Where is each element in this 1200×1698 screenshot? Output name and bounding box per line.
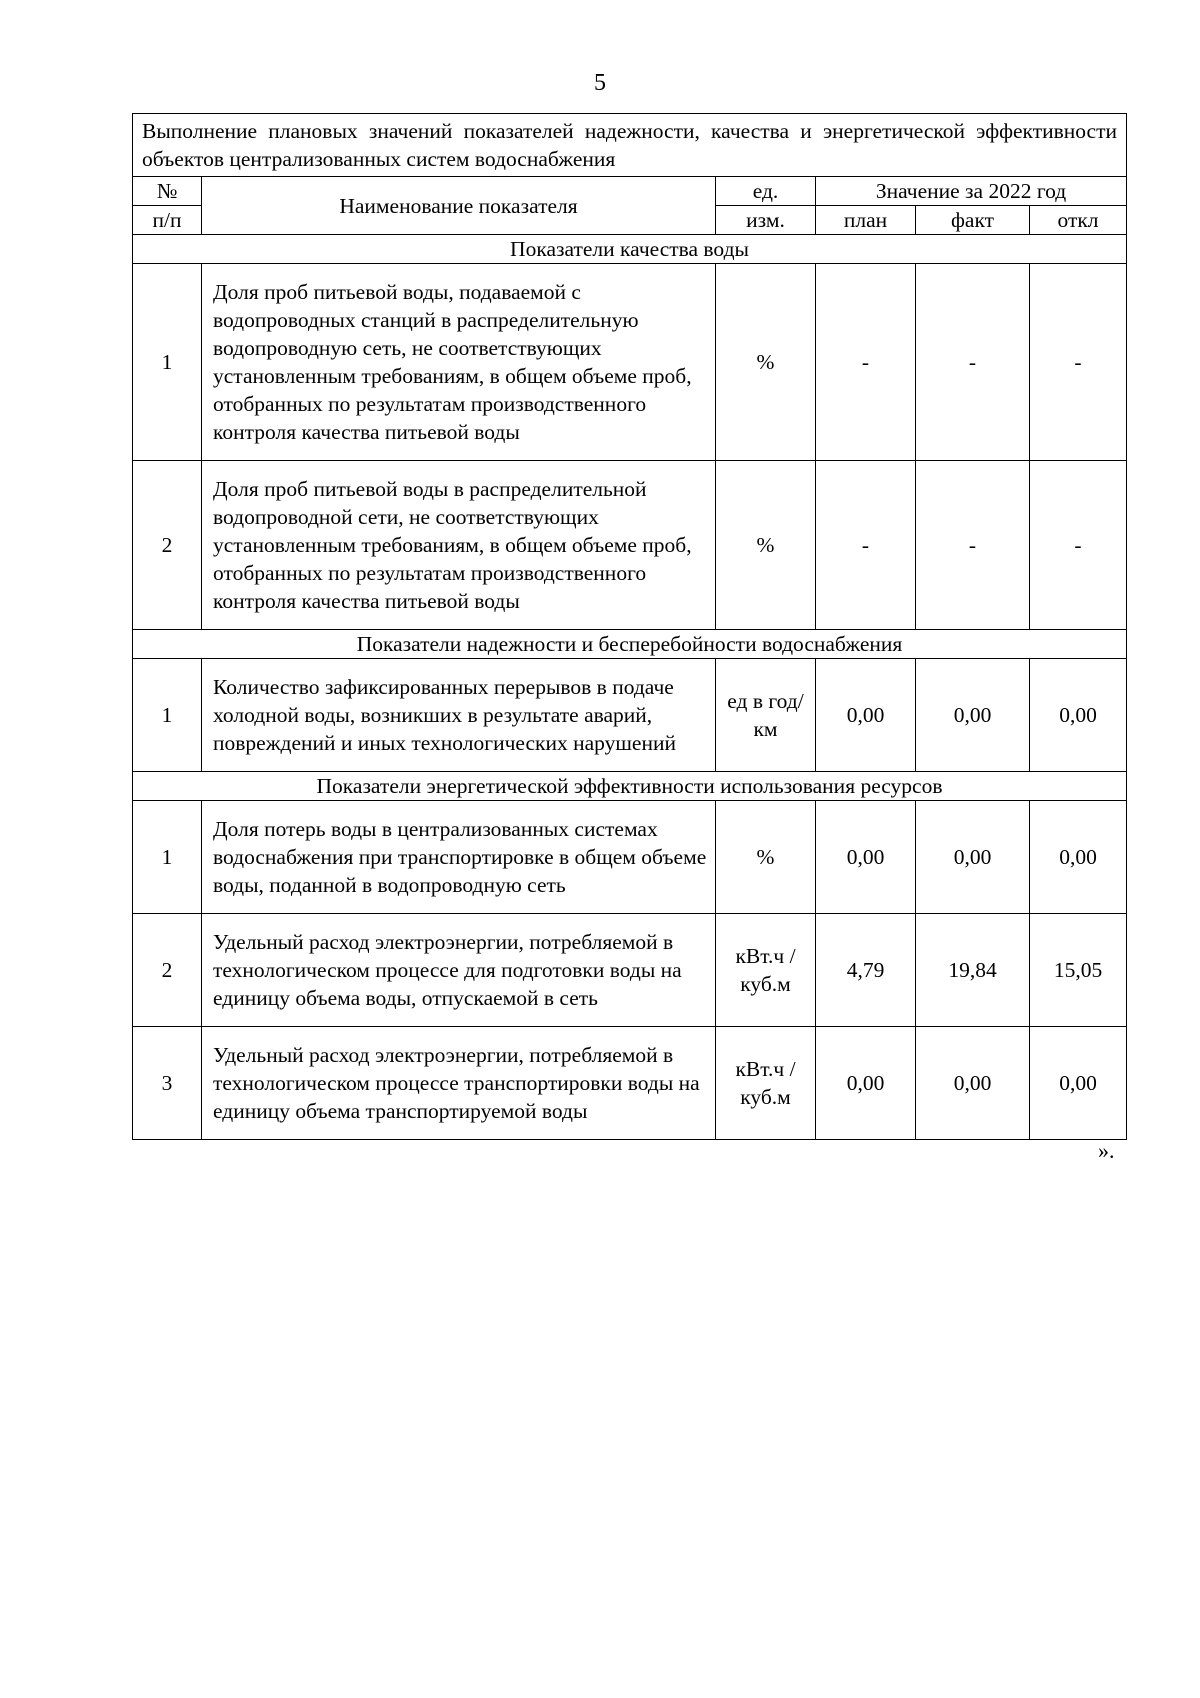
header-unit-bottom: изм. (716, 206, 816, 235)
row-number: 1 (133, 801, 202, 914)
row-plan: 0,00 (816, 1027, 916, 1140)
section-title: Показатели энергетической эффективности использования ресурсов (133, 772, 1127, 801)
row-unit: кВт.ч / куб.м (716, 914, 816, 1027)
row-unit: % (716, 461, 816, 630)
header-unit-top: ед. (716, 177, 816, 206)
row-number: 1 (133, 659, 202, 772)
row-name: Доля потерь воды в централизованных системах водоснабжения при транспортировке в общем объеме воды, поданной в водопроводную сеть (202, 801, 716, 914)
header-fact: факт (916, 206, 1030, 235)
section-row (133, 772, 1127, 801)
header-name: Наименование показателя (202, 177, 716, 235)
row-fact: 0,00 (916, 801, 1030, 914)
header-num-bottom: п/п (133, 206, 202, 235)
row-name: Доля проб питьевой воды, подаваемой с водопроводных станций в распределительную водопроводную сеть, не соответствующих установленным требованиям, в общем объеме проб, отобранных по результатам производственного контроля качества питьевой воды (202, 264, 716, 461)
table-row (133, 801, 1127, 914)
row-number: 2 (133, 461, 202, 630)
table-title-row (133, 114, 1127, 177)
section-title: Показатели качества воды (133, 235, 1127, 264)
row-fact: 0,00 (916, 659, 1030, 772)
row-unit: % (716, 264, 816, 461)
header-dev: откл (1030, 206, 1127, 235)
row-plan: - (816, 264, 916, 461)
header-plan: план (816, 206, 916, 235)
table-row (133, 659, 1127, 772)
row-fact: 0,00 (916, 1027, 1030, 1140)
row-unit: ед в год/ км (716, 659, 816, 772)
row-plan: 0,00 (816, 801, 916, 914)
closing-quote-mark: ». (1098, 1138, 1115, 1163)
row-dev: 0,00 (1030, 801, 1127, 914)
row-plan: 4,79 (816, 914, 916, 1027)
table-row (133, 461, 1127, 630)
indicators-table (132, 113, 1127, 1140)
row-name: Удельный расход электроэнергии, потребляемой в технологическом процессе транспортировки воды на единицу объема транспортируемой воды (202, 1027, 716, 1140)
table-title: Выполнение плановых значений показателей надежности, качества и энергетической эффективности объектов централизованных систем водоснабжения (133, 114, 1127, 177)
row-dev: 15,05 (1030, 914, 1127, 1027)
section-row (133, 630, 1127, 659)
row-number: 3 (133, 1027, 202, 1140)
row-dev: 0,00 (1030, 1027, 1127, 1140)
table-row (133, 914, 1127, 1027)
row-dev: - (1030, 264, 1127, 461)
row-fact: 19,84 (916, 914, 1030, 1027)
row-fact: - (916, 264, 1030, 461)
row-name: Доля проб питьевой воды в распределительной водопроводной сети, не соответствующих установленным требованиям, в общем объеме проб, отобранных по результатам производственного контроля качества питьевой воды (202, 461, 716, 630)
row-number: 2 (133, 914, 202, 1027)
header-value-group: Значение за 2022 год (816, 177, 1127, 206)
section-title: Показатели надежности и бесперебойности водоснабжения (133, 630, 1127, 659)
row-unit: кВт.ч / куб.м (716, 1027, 816, 1140)
row-fact: - (916, 461, 1030, 630)
row-name: Удельный расход электроэнергии, потребляемой в технологическом процессе для подготовки воды на единицу объема воды, отпускаемой в сеть (202, 914, 716, 1027)
row-number: 1 (133, 264, 202, 461)
row-dev: 0,00 (1030, 659, 1127, 772)
row-plan: 0,00 (816, 659, 916, 772)
table-row (133, 264, 1127, 461)
row-unit: % (716, 801, 816, 914)
row-dev: - (1030, 461, 1127, 630)
row-plan: - (816, 461, 916, 630)
row-name: Количество зафиксированных перерывов в подаче холодной воды, возникших в результате аварий, повреждений и иных технологических нарушений (202, 659, 716, 772)
section-row (133, 235, 1127, 264)
table-row (133, 1027, 1127, 1140)
page-number: 5 (594, 70, 606, 96)
header-num-top: № (133, 177, 202, 206)
header-row-top (133, 177, 1127, 206)
